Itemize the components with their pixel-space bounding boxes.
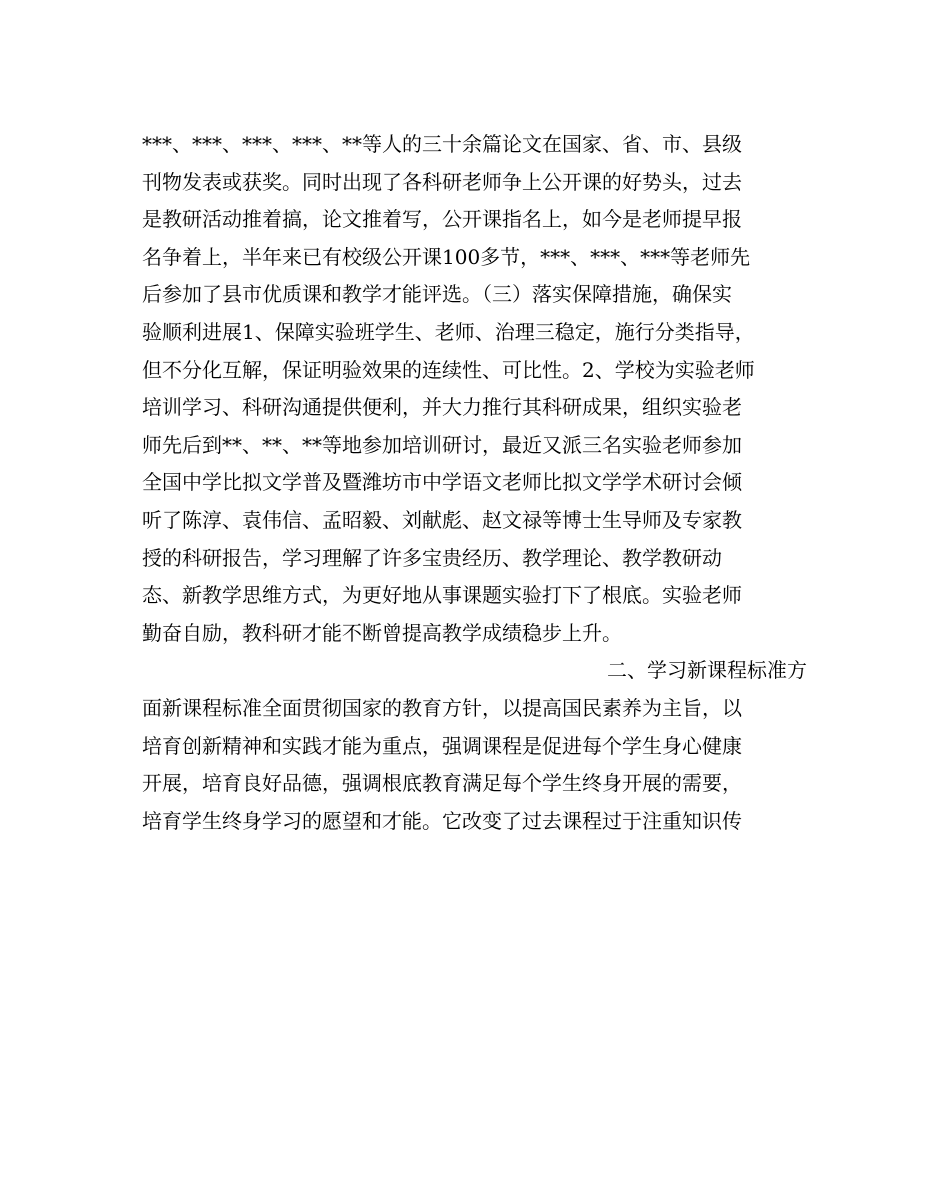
- section-heading: 二、学习新课程标准方: [607, 658, 807, 683]
- text-line: 培育学生终身学习的愿望和才能。它改变了过去课程过于注重知识传: [142, 808, 742, 833]
- text-line: 培育创新精神和实践才能为重点，强调课程是促进每个学生身心健康: [142, 733, 742, 758]
- text-line: 态、新教学思维方式，为更好地从事课题实验打下了根底。实验老师: [142, 583, 742, 608]
- text-line: 全国中学比拟文学普及暨潍坊市中学语文老师比拟文学学术研讨会倾: [142, 470, 742, 495]
- text-line: 名争着上，半年来已有校级公开课100多节，***、***、***等老师先: [142, 244, 751, 269]
- text-line: ***、***、***、***、**等人的三十余篇论文在国家、省、市、县级: [142, 132, 742, 156]
- text-line: 师先后到**、**、**等地参加培训研讨，最近又派三名实验老师参加: [142, 432, 742, 457]
- body-text: [142, 126, 807, 840]
- text-line: 但不分化互解，保证明验效果的连续性、可比性。2、学校为实验老师: [142, 357, 755, 382]
- text-line: 后参加了县市优质课和教学才能评选。（三）落实保障措施，确保实: [142, 282, 732, 307]
- text-line: 面新课程标准全面贯彻国家的教育方针，以提高国民素养为主旨，以: [142, 695, 742, 720]
- text-line: 培训学习、科研沟通提供便利，并大力推行其科研成果，组织实验老: [142, 395, 742, 420]
- text-line: 验顺利进展1、保障实验班学生、老师、治理三稳定，施行分类指导，: [142, 319, 755, 344]
- text-line: 是教研活动推着搞，论文推着写，公开课指名上，如今是老师提早报: [142, 207, 742, 232]
- text-line: 开展，培育良好品德，强调根底教育满足每个学生终身开展的需要，: [142, 771, 742, 796]
- text-line: 刊物发表或获奖。同时出现了各科研老师争上公开课的好势头，过去: [142, 169, 742, 194]
- text-line: 勤奋自励，教科研才能不断曾提高教学成绩稳步上升。: [142, 620, 622, 645]
- text-line: 授的科研报告，学习理解了许多宝贵经历、教学理论、教学教研动: [142, 545, 722, 570]
- text-line: 听了陈淳、袁伟信、孟昭毅、刘献彪、赵文禄等博士生导师及专家教: [142, 507, 742, 532]
